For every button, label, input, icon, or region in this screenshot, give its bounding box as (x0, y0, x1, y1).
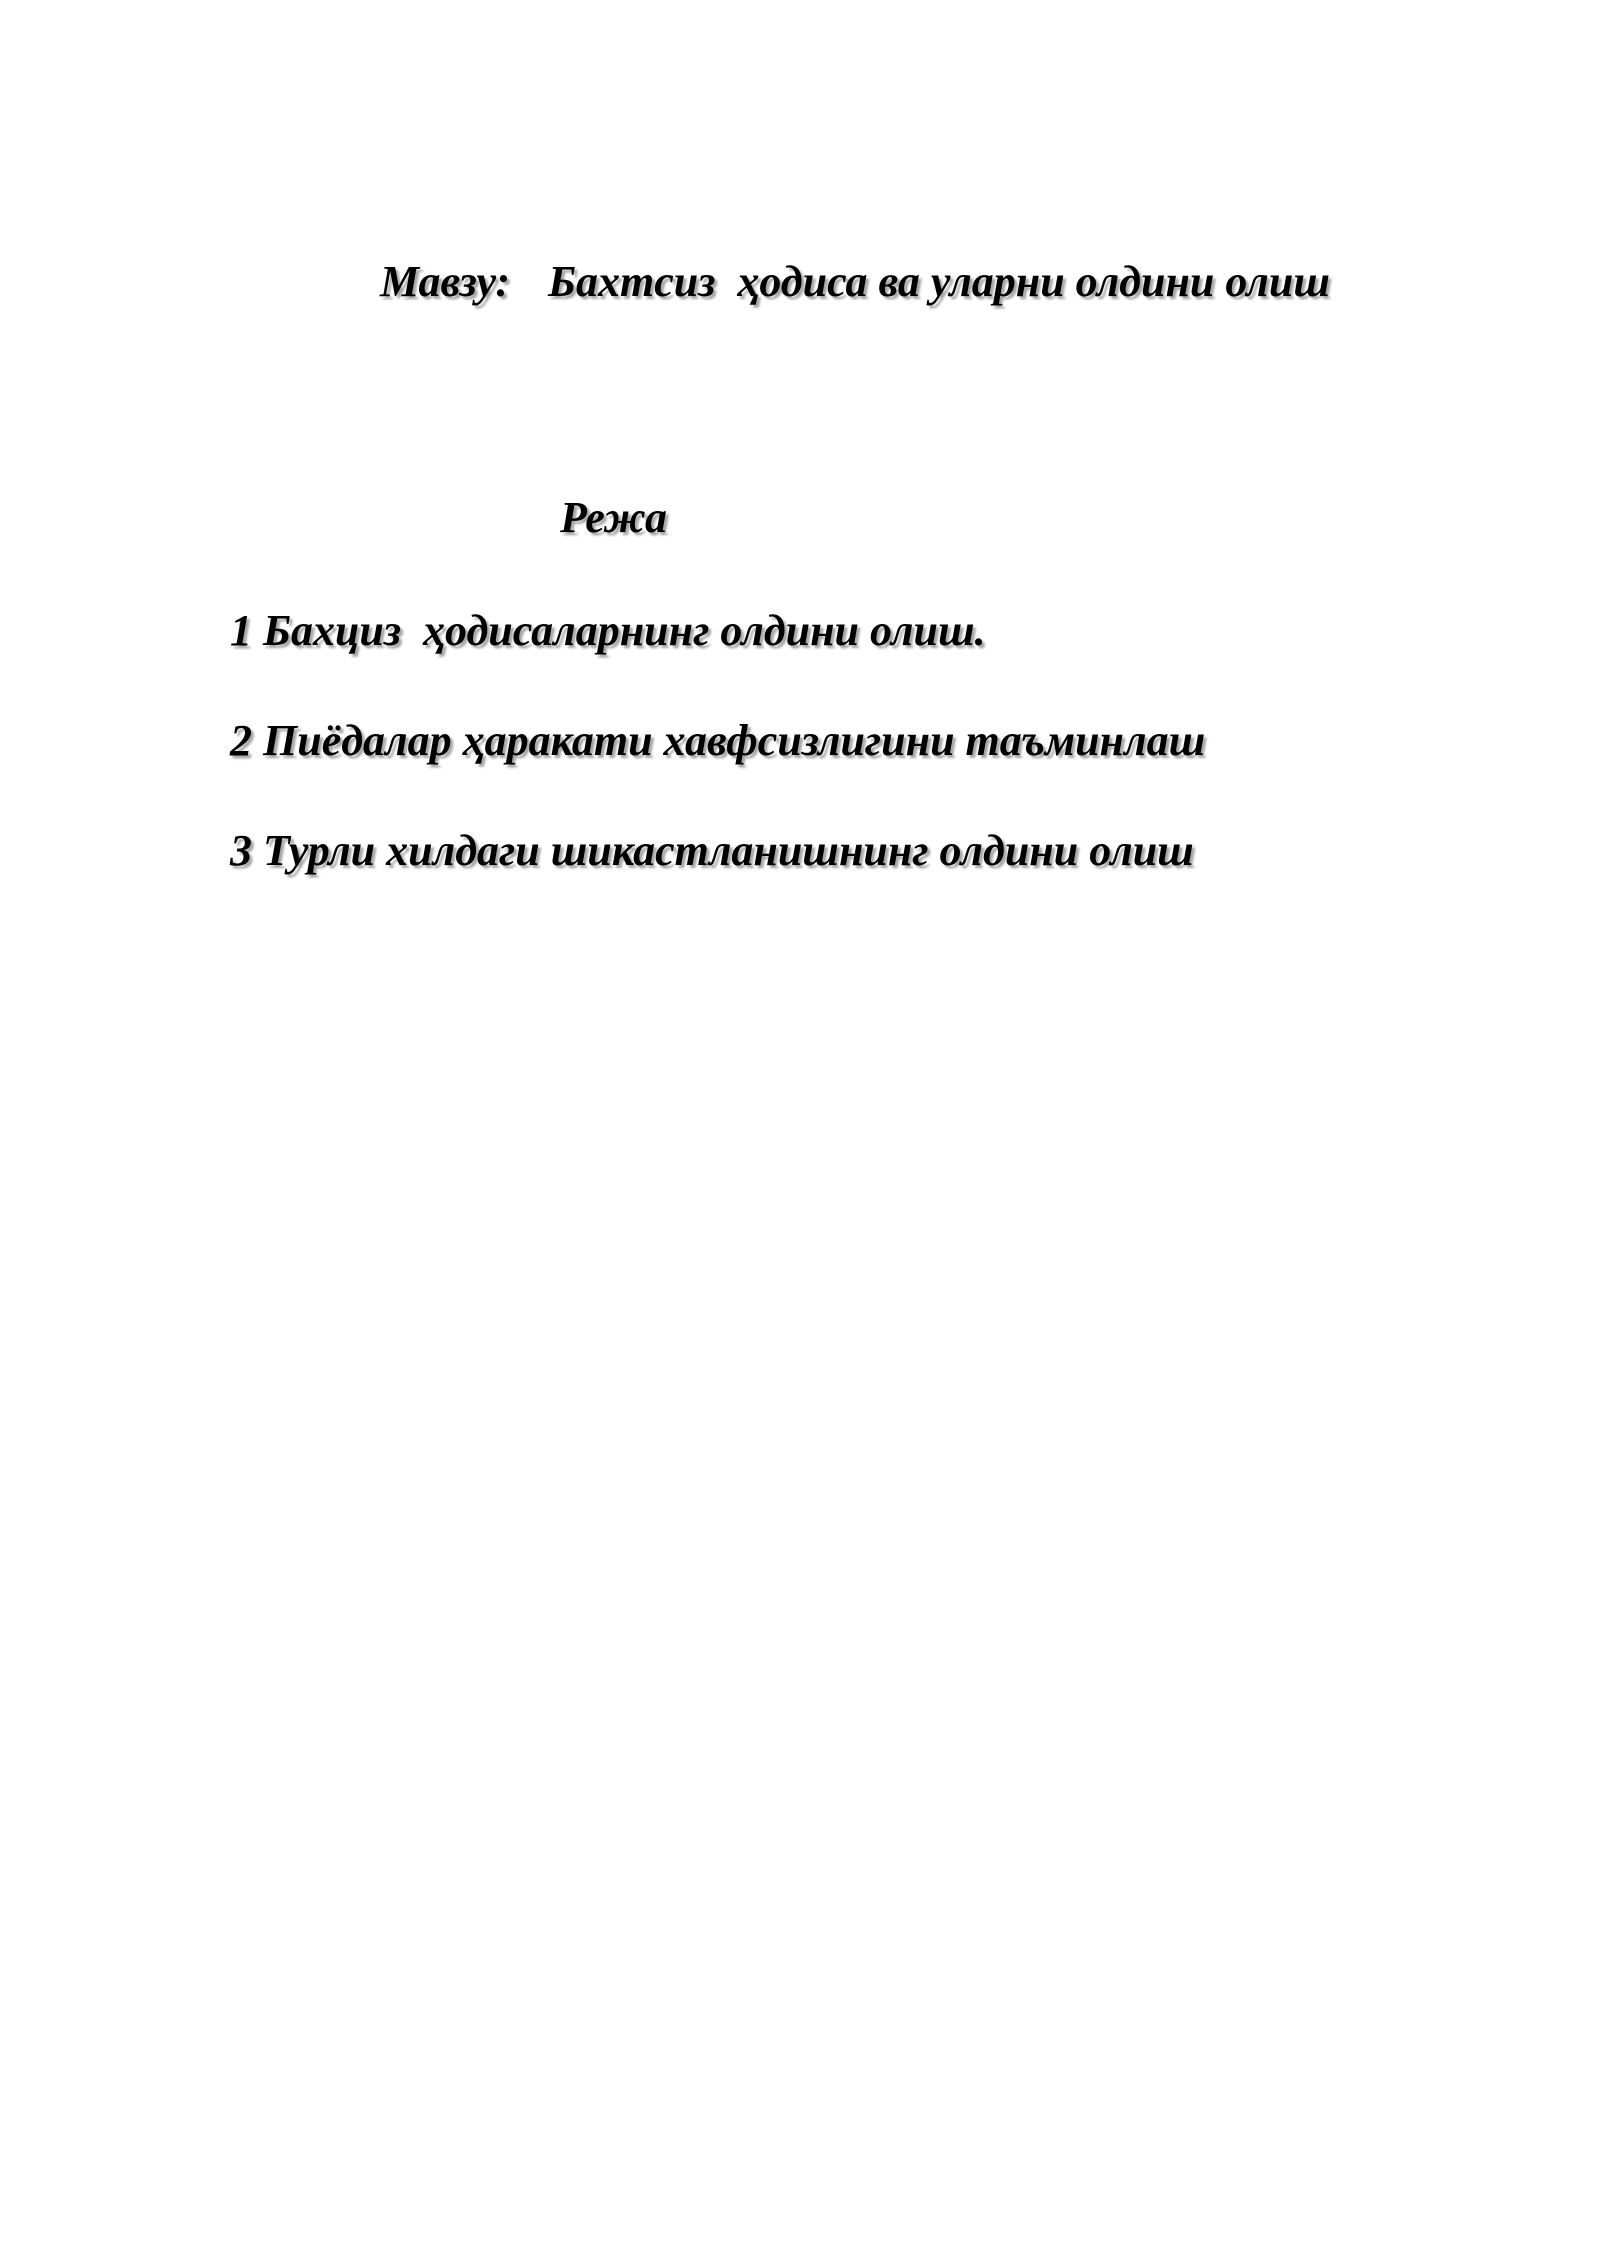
topic-title: Бахтсиз ҳодиса ва уларни олдини олиш (548, 257, 1330, 306)
plan-item-1: 1 Бахциз ҳодисаларнинг олдини олиш. (230, 606, 986, 655)
plan-item-3: 3 Турли хилдаги шикастланишнинг олдини олиш (230, 826, 1194, 875)
plan-list (230, 606, 1206, 939)
topic-label: Мавзу: (380, 257, 511, 306)
topic-line (336, 216, 1330, 348)
plan-item-2: 2 Пиёдалар ҳаракати хавфсизлигини таъминлаш (230, 716, 1206, 765)
plan-heading: Режа (560, 493, 668, 542)
